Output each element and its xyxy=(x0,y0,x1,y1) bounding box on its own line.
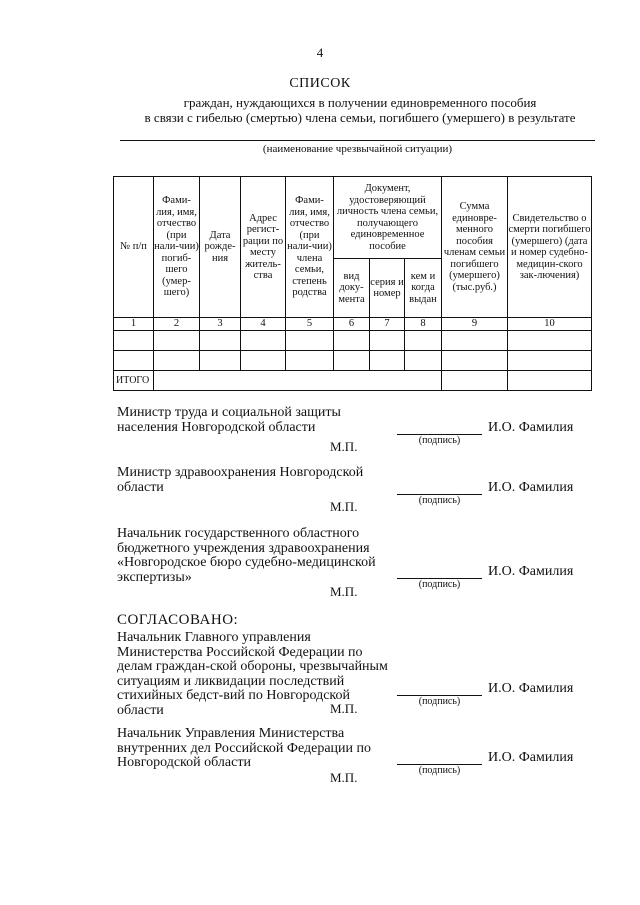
column-number: 9 xyxy=(442,318,508,331)
header-family-member: Фами-лия, имя, отчество (при нали-чии) члена семьи, степень родства xyxy=(286,177,334,318)
stamp-place: М.П. xyxy=(330,770,358,785)
signature-caption: (подпись) xyxy=(418,765,461,776)
table-row xyxy=(114,351,592,371)
column-number: 5 xyxy=(286,318,334,331)
total-label: ИТОГО xyxy=(114,371,154,391)
document-subtitle xyxy=(110,95,610,125)
subtitle-line-2: в связи с гибелью (смертью) члена семьи, погибшего (умершего) в результате xyxy=(144,110,576,125)
signatory-name: И.О. Фамилия xyxy=(488,750,574,765)
total-blank xyxy=(154,371,442,391)
signature-caption: (подпись) xyxy=(418,579,461,590)
signature-caption: (подпись) xyxy=(418,435,461,446)
stamp-place: М.П. xyxy=(330,439,358,454)
header-identity-document: Документ, удостоверяющий личность члена семьи, получающего единовременное пособие xyxy=(334,177,442,259)
signatory-position: Начальник Главного управления Министерства Российской Федерации по делам граждан-ской обороны, чрезвычайным ситуациям и ликвидации последствий стихийных бедст-вий по Новгородской области xyxy=(117,630,388,718)
total-cert-cell xyxy=(508,371,592,391)
column-number: 4 xyxy=(241,318,286,331)
column-number: 6 xyxy=(334,318,370,331)
stamp-place: М.П. xyxy=(330,499,358,514)
signatory-name: И.О. Фамилия xyxy=(488,480,574,495)
table-row xyxy=(114,331,592,351)
signatory-name: И.О. Фамилия xyxy=(488,564,574,579)
column-number: 10 xyxy=(508,318,592,331)
signatory-position: Министр труда и социальной защиты населения Новгородской области xyxy=(117,405,341,435)
header-document-type: вид доку-мента xyxy=(334,259,370,318)
subtitle-line-1: граждан, нуждающихся в получении единовременного пособия xyxy=(183,95,537,110)
column-number: 3 xyxy=(200,318,241,331)
citizens-table xyxy=(113,176,592,391)
page-number: 4 xyxy=(316,45,324,60)
total-row xyxy=(114,371,592,391)
signatory-position: Начальник государственного областного бюджетного учреждения здравоохранения «Новгородское бюро судебно-медицинской экспертизы» xyxy=(117,526,376,585)
signature-caption: (подпись) xyxy=(418,696,461,707)
signature-caption: (подпись) xyxy=(418,495,461,506)
total-sum-cell xyxy=(442,371,508,391)
signatory-name: И.О. Фамилия xyxy=(488,420,574,435)
column-numbers-row xyxy=(114,318,592,331)
header-number: № п/п xyxy=(114,177,154,318)
document-title: СПИСОК xyxy=(289,76,351,91)
header-deceased-name: Фами-лия, имя, отчество (при нали-чии) погиб-шего (умер-шего) xyxy=(154,177,200,318)
column-number: 1 xyxy=(114,318,154,331)
signatory-position: Начальник Управления Министерства внутренних дел Российской Федерации по Новгородской области xyxy=(117,726,372,770)
header-birth-date: Дата рожде-ния xyxy=(200,177,241,318)
header-address: Адрес регист-рации по месту житель-ства xyxy=(241,177,286,318)
situation-fill-line xyxy=(120,140,595,141)
signatory-position: Министр здравоохранения Новгородской области xyxy=(117,465,364,495)
situation-caption: (наименование чрезвычайной ситуации) xyxy=(262,143,453,155)
agreed-heading: СОГЛАСОВАНО: xyxy=(117,612,239,628)
header-document-series: серия и номер xyxy=(370,259,405,318)
column-number: 2 xyxy=(154,318,200,331)
column-number: 8 xyxy=(405,318,442,331)
header-benefit-sum: Сумма единовре-менного пособия членам семьи погибшего (умершего) (тыс.руб.) xyxy=(442,177,508,318)
stamp-place: М.П. xyxy=(330,701,358,716)
signatory-name: И.О. Фамилия xyxy=(488,681,574,696)
column-number: 7 xyxy=(370,318,405,331)
header-document-issued: кем и когда выдан xyxy=(405,259,442,318)
header-death-certificate: Свидетельство о смерти погибшего (умершего) (дата и номер судебно-медицин-ского зак-лючения) xyxy=(508,177,592,318)
stamp-place: М.П. xyxy=(330,584,358,599)
